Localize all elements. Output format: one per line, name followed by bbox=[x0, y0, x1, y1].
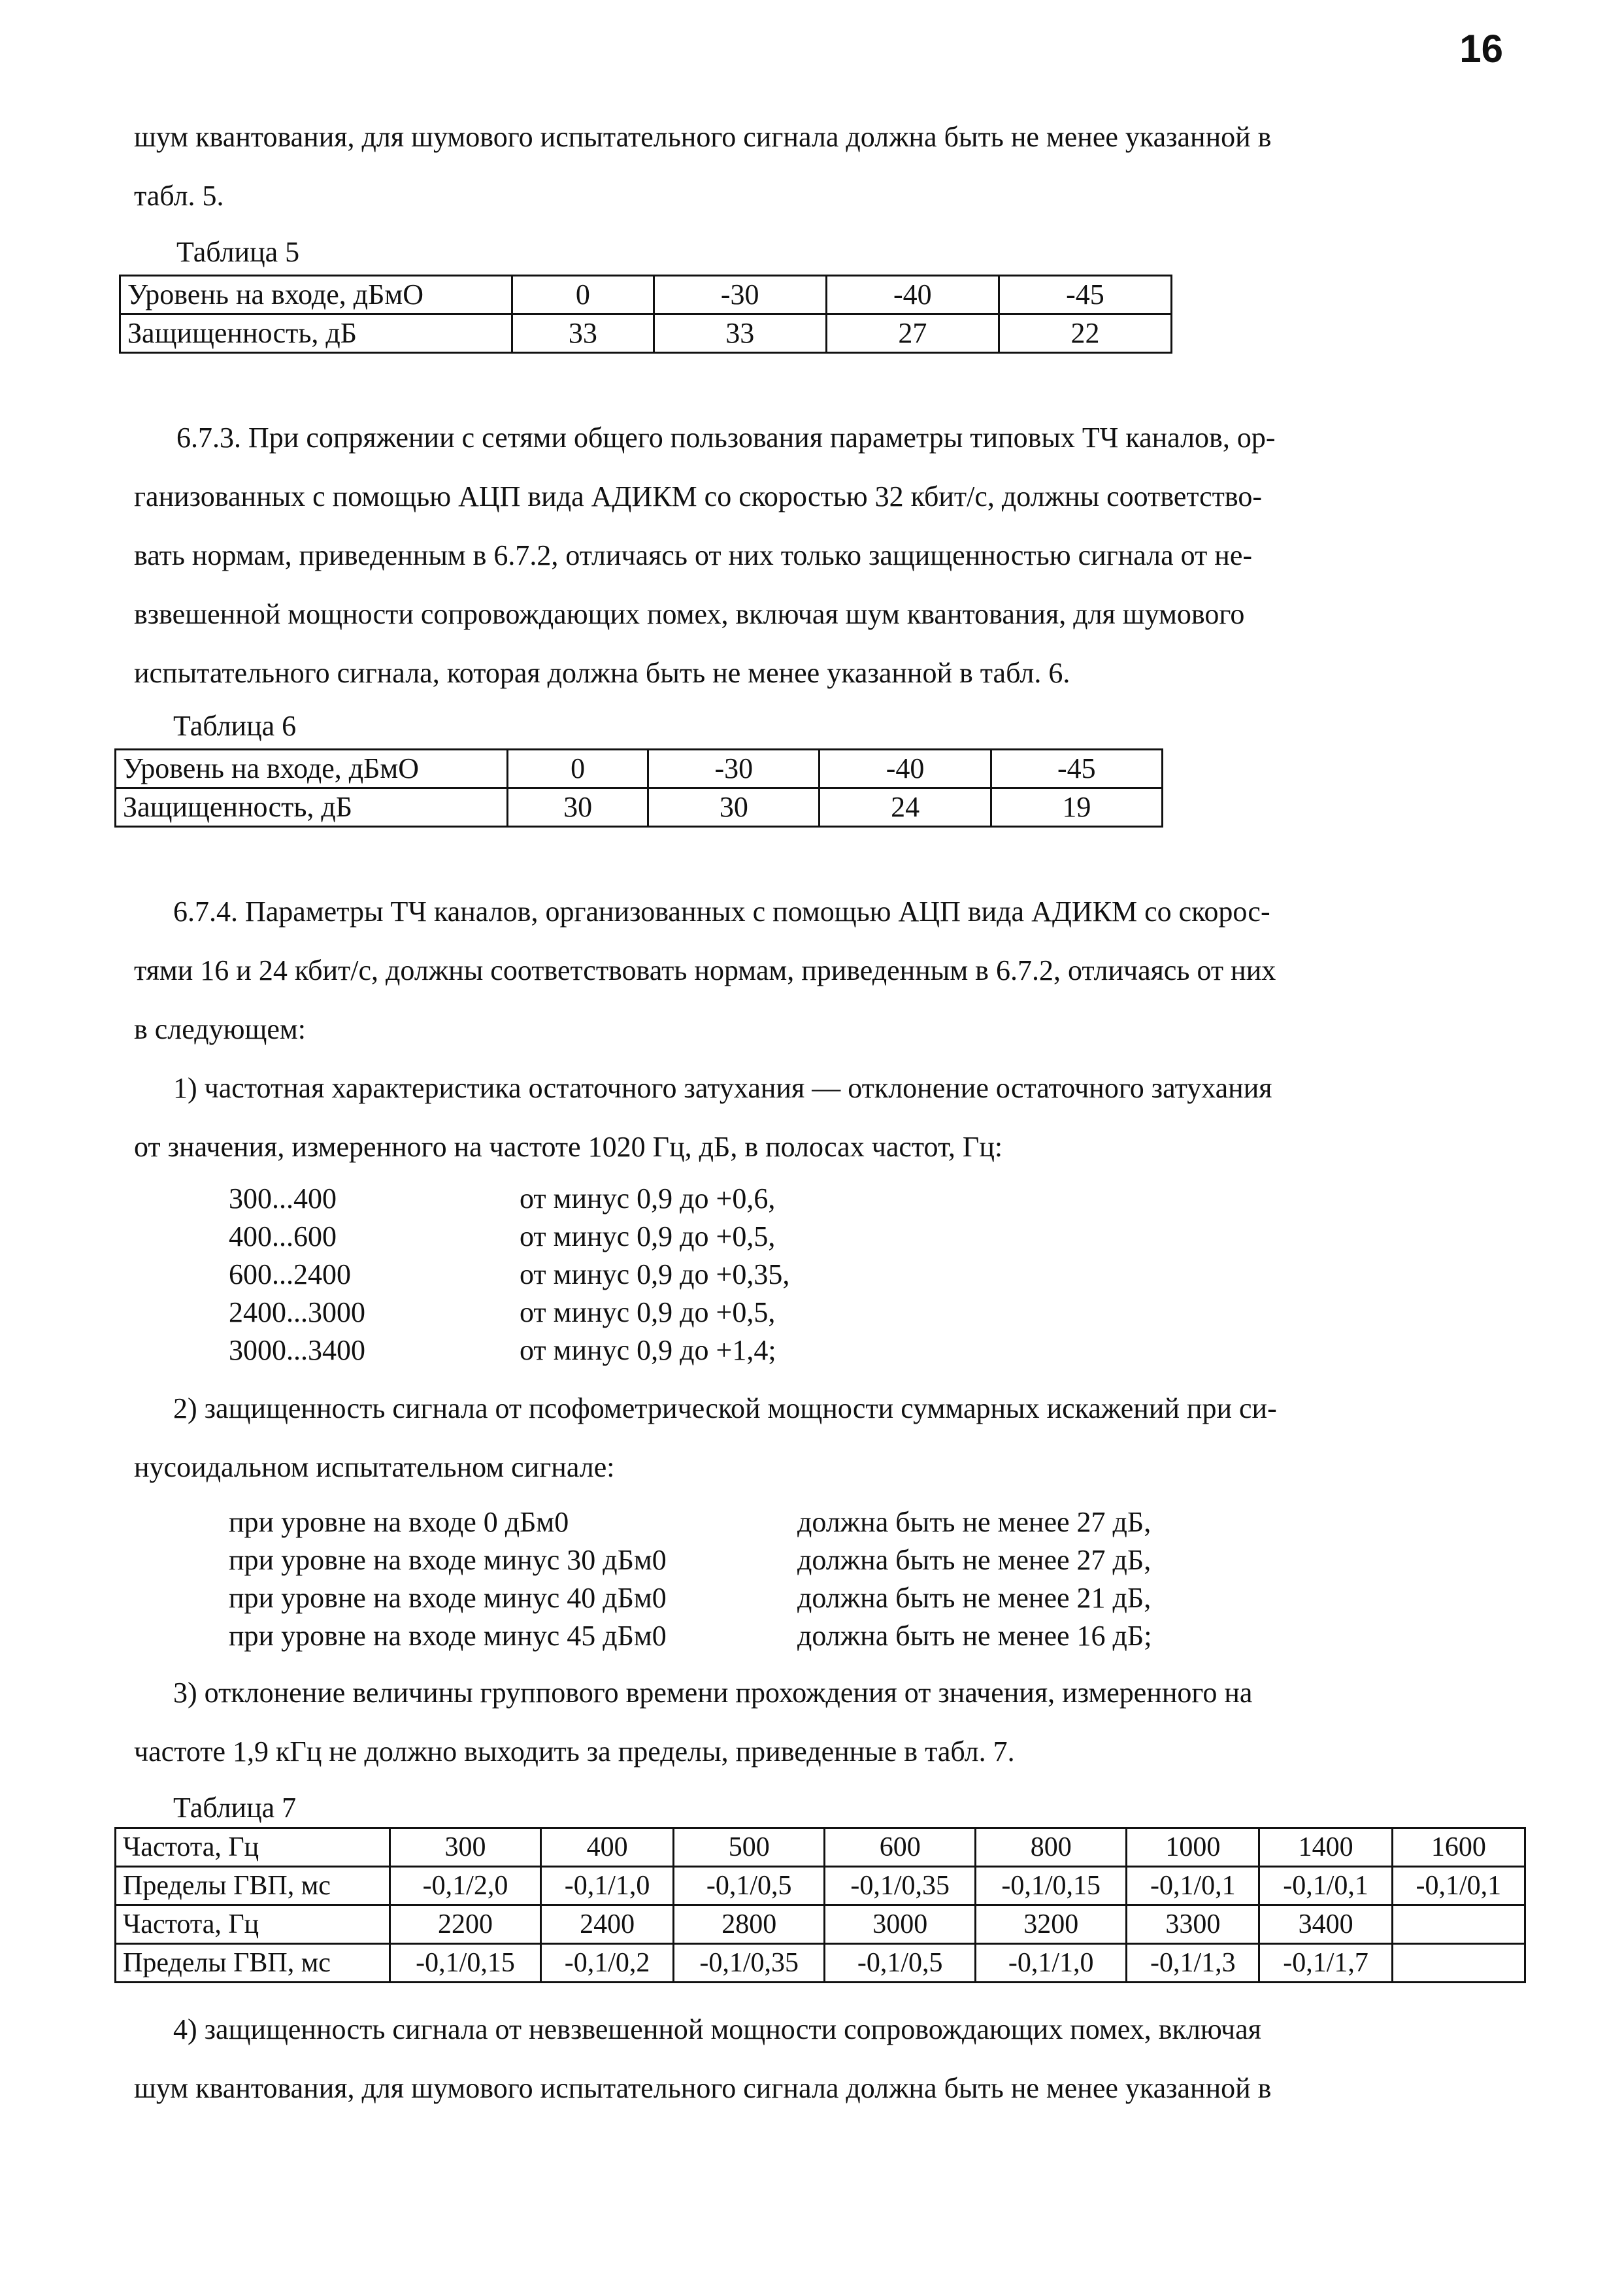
item1-line-1: 1) частотная характеристика остаточного затухания — отклонение остаточного затухания bbox=[173, 1072, 1272, 1104]
table7-cell: 300 bbox=[390, 1828, 541, 1867]
table5-cell: 33 bbox=[512, 314, 654, 353]
table7-cell: 2400 bbox=[541, 1905, 674, 1944]
table7-cell: 600 bbox=[825, 1828, 976, 1867]
level-requirement: должна быть не менее 21 дБ, bbox=[797, 1582, 1152, 1614]
para674-line-1: 6.7.4. Параметры ТЧ каналов, организованных с помощью АЦП вида АДИКМ со скорос- bbox=[173, 896, 1270, 928]
table7-row-freq bbox=[116, 1905, 1525, 1944]
level-requirement: должна быть не менее 27 дБ, bbox=[797, 1544, 1152, 1576]
table6-cell: -30 bbox=[648, 750, 820, 788]
table7 bbox=[114, 1827, 1526, 1983]
page-number: 16 bbox=[1459, 27, 1503, 71]
table7-cell: -0,1/0,35 bbox=[674, 1944, 825, 1983]
table7-cell: -0,1/0,1 bbox=[1127, 1867, 1259, 1905]
table6-cell: 19 bbox=[991, 788, 1162, 827]
table7-cell: -0,1/0,1 bbox=[1259, 1867, 1392, 1905]
band-range: 600...2400 bbox=[229, 1258, 351, 1290]
table7-cell: 500 bbox=[674, 1828, 825, 1867]
table5-caption: Таблица 5 bbox=[176, 236, 300, 268]
table7-cell: -0,1/0,5 bbox=[674, 1867, 825, 1905]
table6-cell: 0 bbox=[508, 750, 648, 788]
table5-cell: 0 bbox=[512, 276, 654, 314]
table7-cell: -0,1/1,7 bbox=[1259, 1944, 1392, 1983]
table5-cell: 33 bbox=[654, 314, 826, 353]
para673-line-2: ганизованных с помощью АЦП вида АДИКМ со скоростью 32 кбит/с, должны соответство- bbox=[134, 480, 1263, 512]
table6-row-protection bbox=[116, 788, 1163, 827]
table7-label: Пределы ГВП, мс bbox=[116, 1944, 390, 1983]
band-range: 400...600 bbox=[229, 1220, 337, 1252]
table7-cell: -0,1/0,5 bbox=[825, 1944, 976, 1983]
table7-cell bbox=[1392, 1905, 1525, 1944]
para674-line-2: тями 16 и 24 кбит/с, должны соответствовать нормам, приведенным в 6.7.2, отличаясь от них bbox=[134, 954, 1276, 986]
table6-cell: -45 bbox=[991, 750, 1162, 788]
item2-line-2: нусоидальном испытательном сигнале: bbox=[134, 1451, 615, 1483]
table6 bbox=[114, 748, 1163, 828]
band-limits: от минус 0,9 до +0,5, bbox=[520, 1220, 776, 1252]
table5-cell: -40 bbox=[826, 276, 999, 314]
table6-cell: 24 bbox=[820, 788, 991, 827]
table7-cell: -0,1/1,0 bbox=[976, 1944, 1127, 1983]
table7-cell: 400 bbox=[541, 1828, 674, 1867]
input-level: при уровне на входе 0 дБм0 bbox=[229, 1506, 569, 1538]
table7-cell: 2800 bbox=[674, 1905, 825, 1944]
table5-cell: 22 bbox=[999, 314, 1171, 353]
table7-cell: 3000 bbox=[825, 1905, 976, 1944]
intro-line-1: шум квантования, для шумового испытательного сигнала должна быть не менее указанной в bbox=[134, 121, 1272, 153]
table7-cell: -0,1/1,0 bbox=[541, 1867, 674, 1905]
table5-label: Защищенность, дБ bbox=[120, 314, 512, 353]
item2-line-1: 2) защищенность сигнала от псофометрической мощности суммарных искажений при си- bbox=[173, 1392, 1277, 1424]
table7-cell bbox=[1392, 1944, 1525, 1983]
band-limits: от минус 0,9 до +1,4; bbox=[520, 1334, 776, 1366]
table7-row-limits bbox=[116, 1944, 1525, 1983]
table7-cell: 3400 bbox=[1259, 1905, 1392, 1944]
table6-cell: 30 bbox=[648, 788, 820, 827]
band-range: 3000...3400 bbox=[229, 1334, 365, 1366]
item3-line-1: 3) отклонение величины группового времени прохождения от значения, измеренного на bbox=[173, 1677, 1253, 1709]
table7-caption: Таблица 7 bbox=[173, 1792, 297, 1824]
table6-label: Защищенность, дБ bbox=[116, 788, 508, 827]
para673-line-3: вать нормам, приведенным в 6.7.2, отличаясь от них только защищенностью сигнала от не- bbox=[134, 539, 1253, 571]
input-level: при уровне на входе минус 30 дБм0 bbox=[229, 1544, 667, 1576]
item4-line-1: 4) защищенность сигнала от невзвешенной мощности сопровождающих помех, включая bbox=[173, 2013, 1261, 2045]
para673-line-5: испытательного сигнала, которая должна быть не менее указанной в табл. 6. bbox=[134, 657, 1070, 689]
table7-cell: 3300 bbox=[1127, 1905, 1259, 1944]
input-level: при уровне на входе минус 45 дБм0 bbox=[229, 1620, 667, 1652]
para673-line-4: взвешенной мощности сопровождающих помех, включая шум квантования, для шумового bbox=[134, 598, 1245, 630]
table7-cell: 3200 bbox=[976, 1905, 1127, 1944]
table7-cell: -0,1/0,1 bbox=[1392, 1867, 1525, 1905]
table5 bbox=[119, 275, 1172, 354]
table7-label: Частота, Гц bbox=[116, 1828, 390, 1867]
item4-line-2: шум квантования, для шумового испытательного сигнала должна быть не менее указанной в bbox=[134, 2072, 1272, 2104]
table7-cell: -0,1/0,15 bbox=[976, 1867, 1127, 1905]
table5-cell: -30 bbox=[654, 276, 826, 314]
table7-label: Пределы ГВП, мс bbox=[116, 1867, 390, 1905]
table7-cell: -0,1/1,3 bbox=[1127, 1944, 1259, 1983]
table6-cell: -40 bbox=[820, 750, 991, 788]
table5-row-level bbox=[120, 276, 1172, 314]
band-range: 2400...3000 bbox=[229, 1296, 365, 1328]
table6-caption: Таблица 6 bbox=[173, 710, 297, 742]
table6-row-level bbox=[116, 750, 1163, 788]
table7-cell: -0,1/0,2 bbox=[541, 1944, 674, 1983]
band-limits: от минус 0,9 до +0,5, bbox=[520, 1296, 776, 1328]
intro-line-2: табл. 5. bbox=[134, 180, 224, 212]
table5-label: Уровень на входе, дБмО bbox=[120, 276, 512, 314]
table7-cell: -0,1/0,35 bbox=[825, 1867, 976, 1905]
table7-row-freq bbox=[116, 1828, 1525, 1867]
table7-cell: 800 bbox=[976, 1828, 1127, 1867]
band-limits: от минус 0,9 до +0,6, bbox=[520, 1182, 776, 1215]
table7-label: Частота, Гц bbox=[116, 1905, 390, 1944]
table5-row-protection bbox=[120, 314, 1172, 353]
level-requirement: должна быть не менее 16 дБ; bbox=[797, 1620, 1152, 1652]
table7-cell: -0,1/2,0 bbox=[390, 1867, 541, 1905]
item1-line-2: от значения, измеренного на частоте 1020 Гц, дБ, в полосах частот, Гц: bbox=[134, 1131, 1003, 1163]
table7-row-limits bbox=[116, 1867, 1525, 1905]
band-limits: от минус 0,9 до +0,35, bbox=[520, 1258, 790, 1290]
table7-cell: -0,1/0,15 bbox=[390, 1944, 541, 1983]
band-range: 300...400 bbox=[229, 1182, 337, 1215]
level-requirement: должна быть не менее 27 дБ, bbox=[797, 1506, 1152, 1538]
para673-line-1: 6.7.3. При сопряжении с сетями общего пользования параметры типовых ТЧ каналов, ор- bbox=[176, 422, 1276, 454]
input-level: при уровне на входе минус 40 дБм0 bbox=[229, 1582, 667, 1614]
table5-cell: 27 bbox=[826, 314, 999, 353]
table7-cell: 2200 bbox=[390, 1905, 541, 1944]
table5-cell: -45 bbox=[999, 276, 1171, 314]
para674-line-3: в следующем: bbox=[134, 1013, 306, 1045]
table7-cell: 1400 bbox=[1259, 1828, 1392, 1867]
table6-label: Уровень на входе, дБмО bbox=[116, 750, 508, 788]
table7-cell: 1600 bbox=[1392, 1828, 1525, 1867]
item3-line-2: частоте 1,9 кГц не должно выходить за пределы, приведенные в табл. 7. bbox=[134, 1735, 1015, 1767]
table6-cell: 30 bbox=[508, 788, 648, 827]
table7-cell: 1000 bbox=[1127, 1828, 1259, 1867]
